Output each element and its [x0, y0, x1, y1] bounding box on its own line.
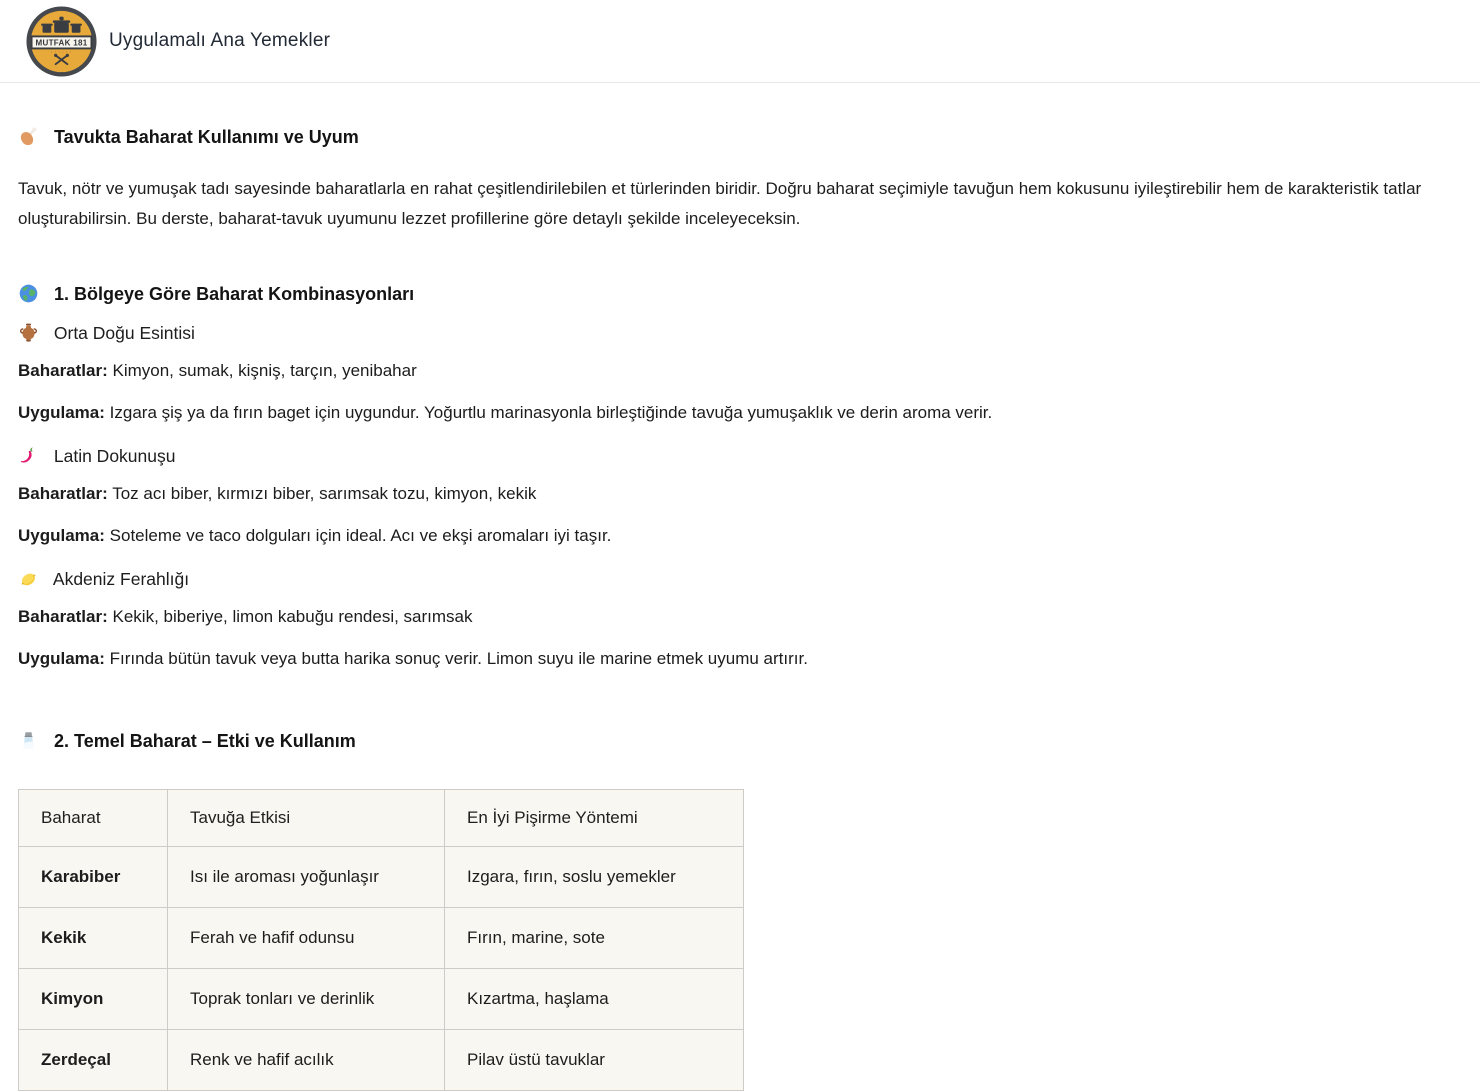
cell-method	[445, 847, 744, 908]
lesson-content	[0, 126, 1480, 1091]
cell-method: Pilav üstü tavuklar	[445, 1030, 744, 1091]
cell-effect: Ferah ve hafif odunsu	[168, 908, 445, 969]
cell-method-text: Izgara, fırın, soslu yemekler	[467, 867, 676, 886]
region-middle-east-text: Orta Doğu Esintisi	[53, 323, 195, 343]
lesson-title-text: Tavukta Baharat Kullanımı ve Uyum	[54, 127, 359, 147]
cell-effect: Toprak tonları ve derinlik	[168, 969, 445, 1030]
spice-table	[18, 789, 744, 1091]
usage-label: Uygulama:	[18, 403, 105, 422]
drumstick-icon	[18, 126, 39, 147]
usage-label: Uygulama:	[18, 649, 105, 668]
table-row	[19, 1030, 744, 1091]
pepper-icon	[18, 445, 39, 466]
region-mediterranean-title	[18, 568, 1444, 590]
table-row	[19, 969, 744, 1030]
usage-value: Izgara şiş ya da fırın baget için uygundur. Yoğurtlu marinasyonla birleştiğinde tavuğa yumuşaklık ve derin aroma verir.	[109, 403, 993, 422]
region-latin-text: Latin Dokunuşu	[53, 446, 176, 466]
col-header-effect: Tavuğa Etkisi	[168, 790, 445, 847]
region-mediterranean-spices	[18, 602, 1428, 632]
col-header-method: En İyi Pişirme Yöntemi	[445, 790, 744, 847]
logo-tagline: • • • • • •	[50, 49, 73, 54]
spices-value: Kimyon, sumak, kişniş, tarçın, yenibahar	[112, 361, 417, 380]
page-title: Uygulamalı Ana Yemekler	[109, 30, 331, 51]
section-1-title	[18, 283, 1444, 305]
table-row	[19, 847, 744, 908]
table-row	[19, 908, 744, 969]
section-2-title-text: 2. Temel Baharat – Etki ve Kullanım	[54, 731, 356, 751]
cell-spice: Karabiber	[19, 847, 168, 908]
region-middle-east-usage	[18, 398, 1428, 428]
region-mediterranean-text: Akdeniz Ferahlığı	[52, 569, 190, 589]
usage-value: Soteleme ve taco dolguları için ideal. Acı ve ekşi aromaları iyi taşır.	[109, 526, 612, 545]
spices-value: Kekik, biberiye, limon kabuğu rendesi, sarımsak	[112, 607, 473, 626]
usage-label: Uygulama:	[18, 526, 105, 545]
region-latin-spices	[18, 479, 1428, 509]
cell-spice: Kimyon	[19, 969, 168, 1030]
spices-label: Baharatlar:	[18, 361, 108, 380]
cell-effect: Isı ile aroması yoğunlaşır	[168, 847, 445, 908]
amphora-icon	[18, 322, 39, 343]
region-mediterranean-usage	[18, 644, 1428, 674]
cell-effect: Renk ve hafif acılık	[168, 1030, 445, 1091]
intro-paragraph: Tavuk, nötr ve yumuşak tadı sayesinde baharatlarla en rahat çeşitlendirilebilen et türlerinden biridir. Doğru baharat seçimiyle tavuğun hem kokusunu iyileştirebilir hem de karakteristik tatlar oluşturabilirsin. Bu derste, baharat-tavuk uyumunu lezzet profillerine göre detaylı şekilde inceleyeceksin.	[18, 179, 1422, 228]
lesson-title	[18, 126, 1444, 148]
app-header	[0, 0, 1480, 83]
logo-banner-text: MUTFAK 181	[35, 37, 88, 47]
lemon-icon	[18, 568, 39, 589]
cell-spice: Zerdeçal	[19, 1030, 168, 1091]
salt-shaker-icon	[18, 730, 39, 751]
region-latin-title	[18, 445, 1444, 467]
section-2-title	[18, 730, 1444, 752]
region-latin-usage	[18, 521, 1428, 551]
table-header-row	[19, 790, 744, 847]
cell-method: Fırın, marine, sote	[445, 908, 744, 969]
col-header-spice: Baharat	[19, 790, 168, 847]
section-1-title-text: 1. Bölgeye Göre Baharat Kombinasyonları	[54, 284, 415, 304]
usage-value: Fırında bütün tavuk veya butta harika sonuç verir. Limon suyu ile marine etmek uyumu artırır.	[109, 649, 808, 668]
spices-label: Baharatlar:	[18, 607, 108, 626]
mutfak-logo	[25, 5, 98, 78]
spices-label: Baharatlar:	[18, 484, 108, 503]
region-middle-east-spices	[18, 356, 1428, 386]
region-middle-east-title	[18, 322, 1444, 344]
cell-spice: Kekik	[19, 908, 168, 969]
spices-value: Toz acı biber, kırmızı biber, sarımsak tozu, kimyon, kekik	[112, 484, 537, 503]
cell-method: Kızartma, haşlama	[445, 969, 744, 1030]
globe-icon	[18, 283, 39, 304]
